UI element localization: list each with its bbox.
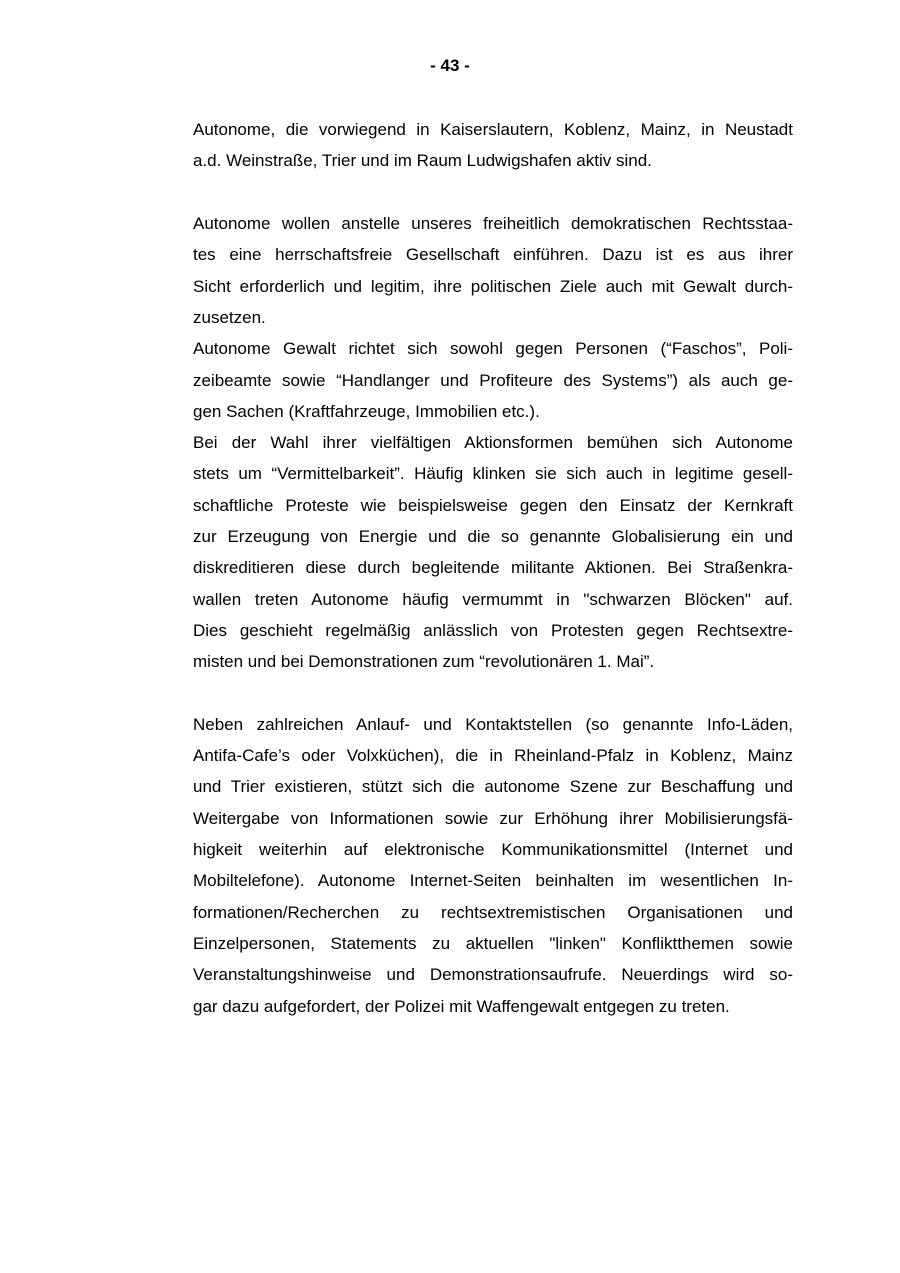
paragraph-violence-line: Autonome Gewalt richtet sich sowohl gegen Personen (“Faschos”, Poli- [193,339,793,358]
paragraph-communication-line: Weitergabe von Informationen sowie zur Erhöhung ihrer Mobilisierungsfä- [193,809,793,828]
paragraph-intro-line: a.d. Weinstraße, Trier und im Raum Ludwigshafen aktiv sind. [193,151,652,170]
paragraph-communication-line: und Trier existieren, stützt sich die autonome Szene zur Beschaffung und [193,777,793,796]
paragraph-communication-line: Einzelpersonen, Statements zu aktuellen "linken" Konfliktthemen sowie [193,934,793,953]
paragraph-actions-line: wallen treten Autonome häufig vermummt in "schwarzen Blöcken" auf. [193,590,793,609]
paragraph-actions-line: misten und bei Demonstrationen zum “revolutionären 1. Mai”. [193,652,655,671]
paragraph-goals-line: Autonome wollen anstelle unseres freiheitlich demokratischen Rechtsstaa- [193,214,793,233]
paragraph-actions-line: Dies geschieht regelmäßig anlässlich von Protesten gegen Rechtsextre- [193,621,793,640]
paragraph-actions-line: zur Erzeugung von Energie und die so genannte Globalisierung ein und [193,527,793,546]
paragraph-intro-line: Autonome, die vorwiegend in Kaiserslautern, Koblenz, Mainz, in Neustadt [193,120,793,139]
paragraph-violence-line: zeibeamte sowie “Handlanger und Profiteure des Systems”) als auch ge- [193,371,793,390]
paragraph-goals-line: Sicht erforderlich und legitim, ihre politischen Ziele auch mit Gewalt durch- [193,277,793,296]
paragraph-communication-line: Antifa-Cafe’s oder Volxküchen), die in Rheinland-Pfalz in Koblenz, Mainz [193,746,793,765]
paragraph-communication-line: Mobiltelefone). Autonome Internet-Seiten beinhalten im wesentlichen In- [193,871,793,890]
paragraph-actions-line: diskreditieren diese durch begleitende militante Aktionen. Bei Straßenkra- [193,558,793,577]
paragraph-communication-line: formationen/Recherchen zu rechtsextremistischen Organisationen und [193,903,793,922]
paragraph-actions-line: stets um “Vermittelbarkeit”. Häufig klinken sie sich auch in legitime gesell- [193,464,793,483]
paragraph-actions-line: schaftliche Proteste wie beispielsweise gegen den Einsatz der Kernkraft [193,496,793,515]
paragraph-communication-line: Veranstaltungshinweise und Demonstrationsaufrufe. Neuerdings wird so- [193,965,793,984]
paragraph-communication-line: gar dazu aufgefordert, der Polizei mit Waffengewalt entgegen zu treten. [193,997,730,1016]
paragraph-goals-line: zusetzen. [193,308,266,327]
paragraph-communication-line: higkeit weiterhin auf elektronische Kommunikationsmittel (Internet und [193,840,793,859]
page-number: - 43 - [430,56,470,75]
paragraph-actions-line: Bei der Wahl ihrer vielfältigen Aktionsformen bemühen sich Autonome [193,433,793,452]
paragraph-violence-line: gen Sachen (Kraftfahrzeuge, Immobilien etc.). [193,402,540,421]
paragraph-communication-line: Neben zahlreichen Anlauf- und Kontaktstellen (so genannte Info-Läden, [193,715,793,734]
paragraph-goals-line: tes eine herrschaftsfreie Gesellschaft einführen. Dazu ist es aus ihrer [193,245,793,264]
